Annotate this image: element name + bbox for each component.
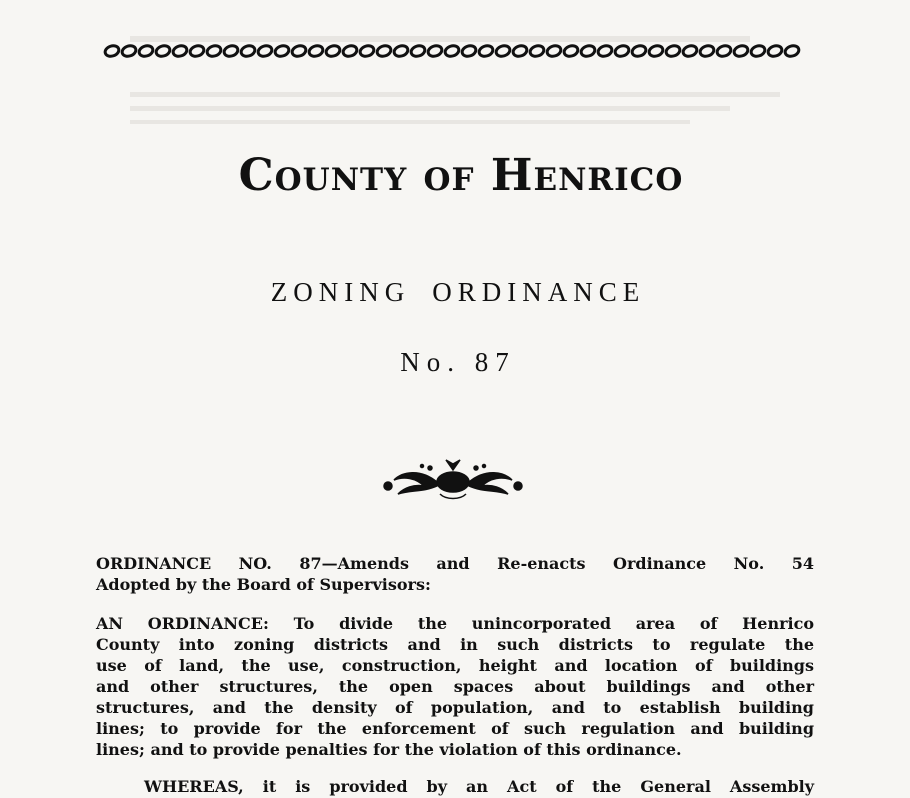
chain-border-ornament bbox=[100, 38, 808, 64]
text-line: use of land, the use, construction, height and location of buildings bbox=[96, 656, 814, 675]
text-line: ORDINANCE NO. 87—Amends and Re-enacts Ordinance No. 54 bbox=[96, 554, 814, 573]
text-line: lines; to provide for the enforcement of such regulation and building bbox=[96, 719, 814, 738]
whereas-paragraph bbox=[96, 776, 814, 797]
text-line: lines; and to provide penalties for the violation of this ordinance. bbox=[96, 740, 682, 759]
ordinance-number: No. 87 bbox=[400, 347, 516, 377]
subtitle-word-2: ORDINANCE bbox=[432, 277, 646, 307]
ordinance-purpose-paragraph bbox=[96, 613, 814, 760]
text-line: Adopted by the Board of Supervisors: bbox=[96, 575, 431, 594]
text-line: structures, and the density of population, and to establish building bbox=[96, 698, 814, 717]
page-title: County of Henrico bbox=[238, 150, 684, 201]
text-line: County into zoning districts and in such districts to regulate the bbox=[96, 635, 814, 654]
floral-ornament bbox=[380, 458, 526, 502]
subtitle-word-1: ZONING bbox=[270, 277, 411, 307]
document-subtitle bbox=[6, 277, 910, 308]
text-line: WHEREAS, it is provided by an Act of the General Assembly bbox=[144, 777, 814, 796]
ordinance-heading-paragraph bbox=[96, 553, 814, 595]
text-line: AN ORDINANCE: To divide the unincorporated area of Henrico bbox=[96, 614, 814, 633]
text-line: and other structures, the open spaces about buildings and other bbox=[96, 677, 814, 696]
